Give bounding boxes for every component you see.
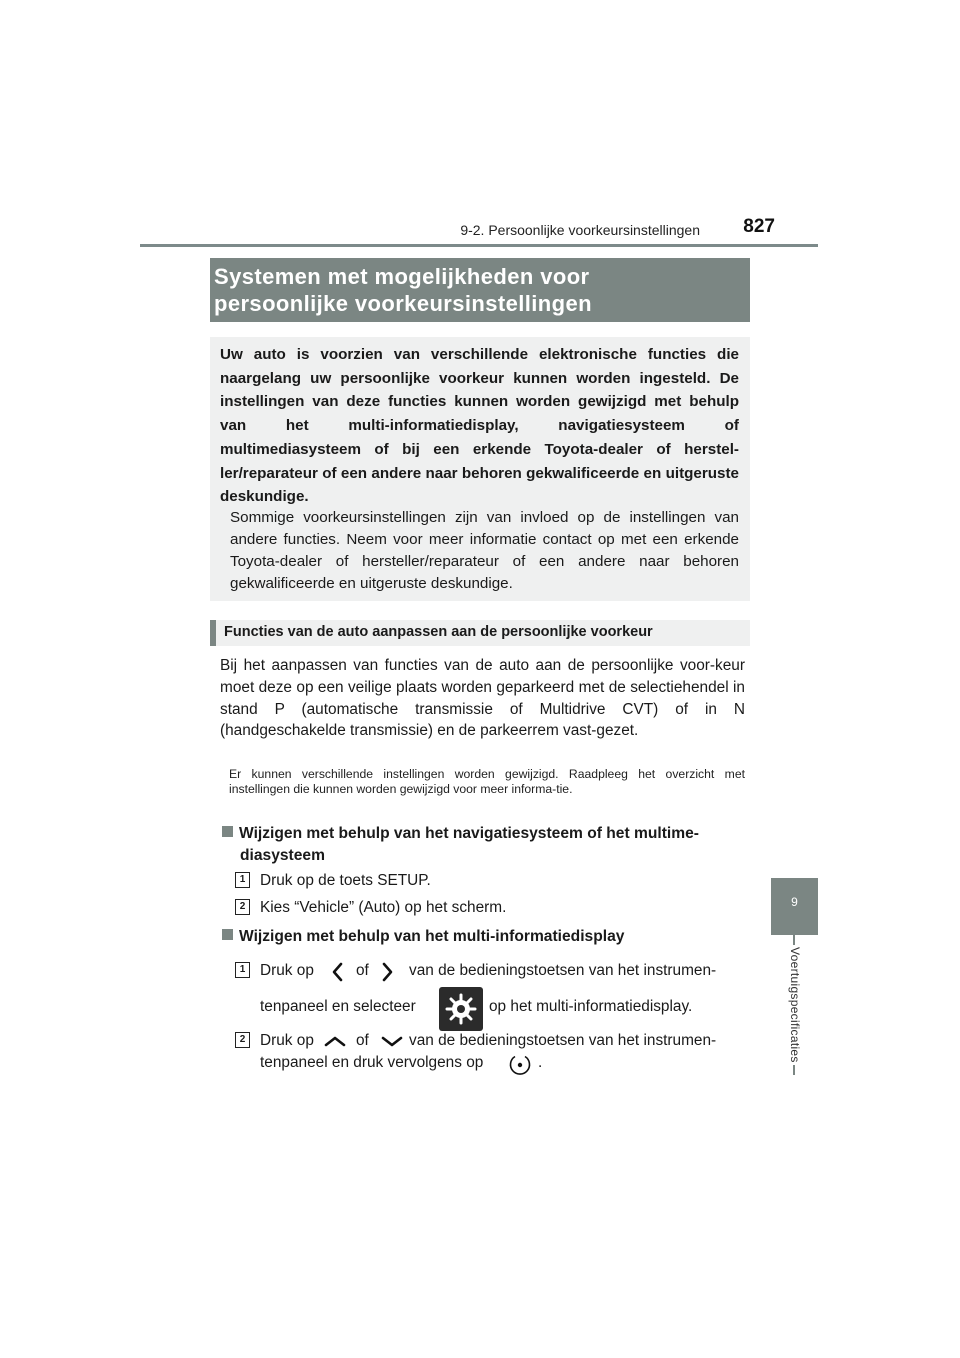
chevron-up-icon [324,1035,346,1047]
settings-gear-icon [439,987,483,1031]
section-heading: Functies van de auto aanpassen aan de persoonlijke voorkeur [224,624,653,640]
mid-step-2-of: of [356,1032,369,1049]
title-line-2: persoonlijke voorkeursinstellingen [214,291,592,316]
bullet-square-icon [222,826,233,837]
section-header: 9-2. Persoonlijke voorkeursinstellingen [460,222,700,238]
step-number-badge: 1 [235,872,250,888]
mid-step-1-c: tenpaneel en selecteer [260,998,416,1015]
nav-step-2: Kies “Vehicle” (Auto) op het scherm. [260,899,507,916]
intro-bold-text: Uw auto is voorzien van verschillende elektronische functies die naargelang uw persoonlijke voorkeur kunnen worden ingesteld. De instellingen van deze functies kunnen worden gewijzigd met behulp van het multi-informatiedisplay, navigatiesysteem of multimediasysteem of bij een erkende Toyota-dealer of herstel-ler/reparateur of een andere naar behoren gekwalificeerde en uitgeruste deskundige. [220,346,739,506]
mid-step-2-a: Druk op [260,1032,314,1049]
mid-step-1-of: of [356,962,369,979]
mid-step-2-c: tenpaneel en druk vervolgens op [260,1054,484,1071]
section-note: Er kunnen verschillende instellingen worden gewijzigd. Raadpleeg het overzicht met instellingen die kunnen worden gewijzigd voor meer informa-tie. [229,767,745,797]
chevron-down-icon [381,1035,403,1047]
intro-note-text: Sommige voorkeursinstellingen zijn van invloed op de instellingen van andere functies. Neem voor meer informatie contact op met een erkende Toyota-dealer of hersteller/reparateur of een andere naar behoren gekwalificeerde en uitgeruste deskundige. [230,509,739,592]
page-number: 827 [743,216,775,237]
mid-step-1-d: op het multi-informatiedisplay. [489,998,693,1015]
nav-heading-line1: Wijzigen met behulp van het navigatiesysteem of het multime- [239,825,699,842]
chevron-right-icon [380,962,394,982]
step-number-badge: 2 [235,1032,250,1048]
mid-step-1-b: van de bedieningstoetsen van het instrumen- [409,962,717,979]
mid-step-1-a: Druk op [260,962,314,979]
nav-step-1: Druk op de toets SETUP. [260,872,431,889]
step-number-badge: 2 [235,899,250,915]
section-paragraph: Bij het aanpassen van functies van de auto aan de persoonlijke voor-keur moet deze op een veilige plaats worden geparkeerd met de selectiehendel in stand P (automatische transmissie of Multidrive CVT) of in N (handgeschakelde transmissie) en de parkeerrem vast-gezet. [220,657,745,740]
mid-subheading [222,926,747,948]
nav-heading-line2: diasysteem [240,847,325,864]
title-line-1: Systemen met mogelijkheden voor [214,264,590,289]
chapter-tab-label-wrap [772,935,818,1075]
nav-subheading [222,823,747,867]
mid-step-2-d: . [538,1054,543,1071]
chapter-tab: 9 [771,878,818,935]
chevron-left-icon [331,962,345,982]
section-heading-accent [210,620,216,646]
step-number-badge: 1 [235,962,250,978]
chapter-tab-label: Voertuigspecificaties [788,947,802,1063]
page-title [214,263,744,317]
enter-button-icon [508,1053,532,1077]
header-divider [140,244,818,247]
mid-step-2-b: van de bedieningstoetsen van het instrumen- [409,1032,717,1049]
mid-heading-text: Wijzigen met behulp van het multi-informatiedisplay [239,928,625,945]
bullet-square-icon [222,929,233,940]
